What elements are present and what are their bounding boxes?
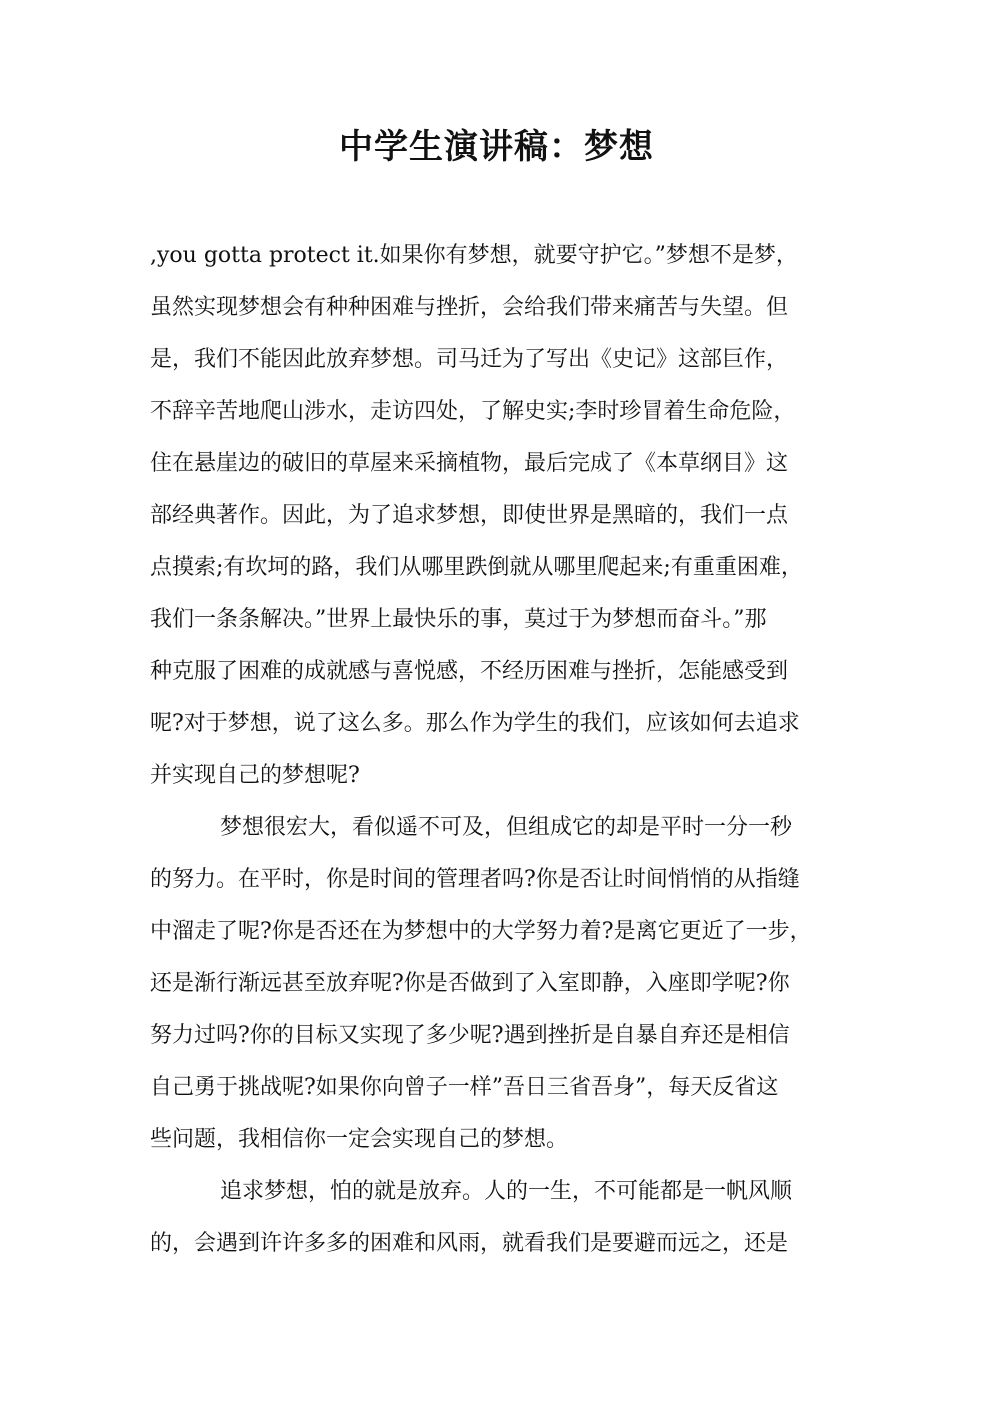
text-line: 的努力。在平时，你是时间的管理者吗?你是否让时间悄悄的从指缝 bbox=[150, 867, 800, 892]
text-line: 努力过吗?你的目标又实现了多少呢?遇到挫折是自暴自弃还是相信 bbox=[150, 1023, 790, 1048]
paragraph-start-line: 梦想很宏大，看似遥不可及，但组成它的却是平时一分一秒 bbox=[220, 815, 793, 840]
text-line: 种克服了困难的成就感与喜悦感，不经历困难与挫折，怎能感受到 bbox=[150, 659, 789, 684]
text-line: 的，会遇到许许多多的困难和风雨，就看我们是要避而远之，还是 bbox=[150, 1231, 789, 1256]
text-line: 还是渐行渐远甚至放弃呢?你是否做到了入室即静，入座即学呢?你 bbox=[150, 971, 790, 996]
text-line: 呢?对于梦想，说了这么多。那么作为学生的我们，应该如何去追求 bbox=[150, 711, 800, 736]
text-line: 并实现自己的梦想呢? bbox=[150, 763, 360, 788]
text-line: 不辞辛苦地爬山涉水，走访四处，了解史实;李时珍冒着生命危险， bbox=[150, 399, 796, 424]
text-line: 虽然实现梦想会有种种困难与挫折，会给我们带来痛苦与失望。但 bbox=[150, 295, 789, 320]
text-line: 我们一条条解决。”世界上最快乐的事，莫过于为梦想而奋斗。”那 bbox=[150, 607, 767, 632]
text-line: 住在悬崖边的破旧的草屋来采摘植物，最后完成了《本草纲目》这 bbox=[150, 451, 789, 476]
body-text bbox=[150, 230, 850, 1270]
text-line: 点摸索;有坎坷的路，我们从哪里跌倒就从哪里爬起来;有重重困难， bbox=[150, 555, 803, 580]
text-line: 自己勇于挑战呢?如果你向曾子一样”吾日三省吾身”，每天反省这 bbox=[150, 1075, 779, 1100]
paragraph-start-line: 追求梦想，怕的就是放弃。人的一生，不可能都是一帆风顺 bbox=[220, 1179, 793, 1204]
text-line: 中溜走了呢?你是否还在为梦想中的大学努力着?是离它更近了一步， bbox=[150, 919, 812, 944]
text-line: 是，我们不能因此放弃梦想。司马迁为了写出《史记》这部巨作， bbox=[150, 347, 789, 372]
text-line: 部经典著作。因此，为了追求梦想，即使世界是黑暗的，我们一点 bbox=[150, 503, 789, 528]
page-title: 中学生演讲稿：梦想 bbox=[339, 127, 654, 167]
text-line: 些问题，我相信你一定会实现自己的梦想。 bbox=[150, 1127, 569, 1152]
text-line: ,you gotta protect it.如果你有梦想，就要守护它。”梦想不是梦， bbox=[150, 243, 798, 268]
